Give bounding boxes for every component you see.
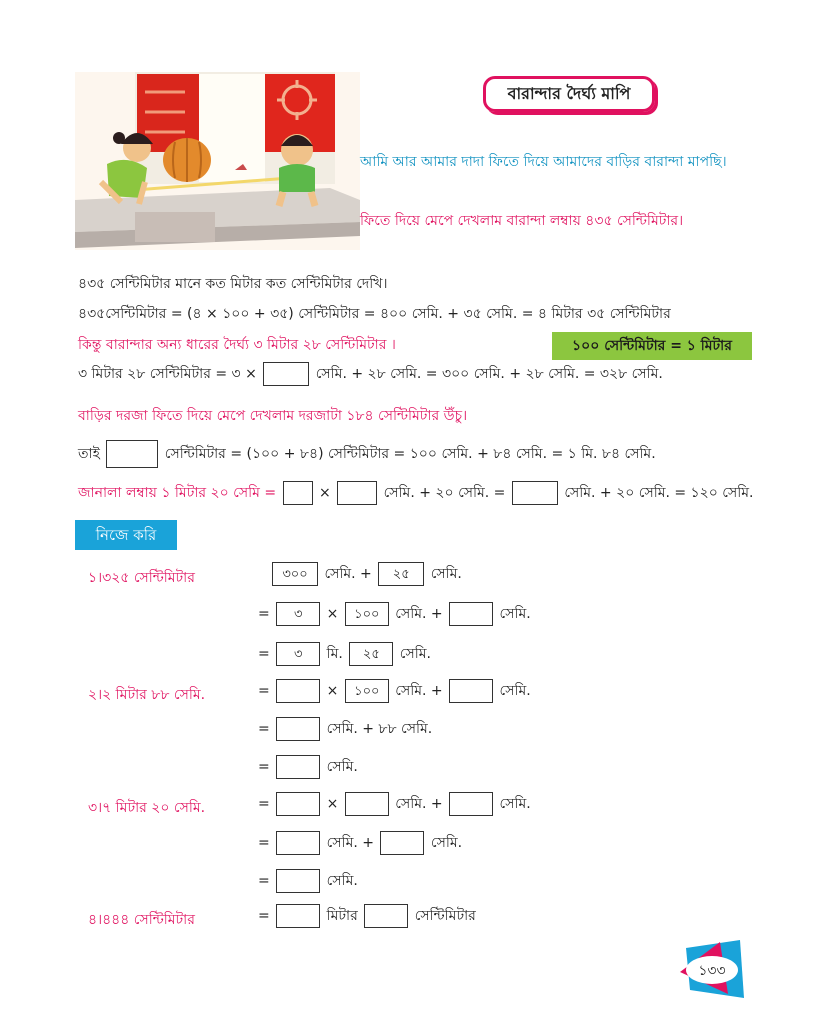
filled-box: ২৫ bbox=[349, 642, 393, 666]
body-line-1: ৪৩৫ সেন্টিমিটার মানে কত মিটার কত সেন্টিমিটার দেখি। bbox=[78, 276, 388, 292]
q1-label: ১।৩২৫ সেন্টিমিটার bbox=[88, 570, 195, 586]
answer-box[interactable] bbox=[449, 792, 493, 816]
answer-box[interactable] bbox=[380, 831, 424, 855]
answer-box[interactable] bbox=[276, 679, 320, 703]
answer-box[interactable] bbox=[106, 440, 158, 468]
answer-box[interactable] bbox=[337, 481, 377, 505]
filled-box: ৩ bbox=[276, 602, 320, 626]
equals-sign: = bbox=[258, 908, 270, 924]
line6-text-a: তাই bbox=[78, 446, 100, 462]
q2-label: ২।২ মিটার ৮৮ সেমি. bbox=[88, 687, 206, 703]
equals-sign: = bbox=[258, 796, 270, 812]
equals-sign: = bbox=[258, 683, 270, 699]
times-sign: × bbox=[326, 796, 339, 812]
equals-sign: = bbox=[258, 646, 270, 662]
q1-row-1 bbox=[270, 562, 462, 586]
q4-row-1 bbox=[258, 904, 476, 928]
q2-row-2 bbox=[258, 717, 432, 741]
intro-line-2: ফিতে দিয়ে মেপে দেখলাম বারান্দা লম্বায় ৪৩৫ সেন্টিমিটার। bbox=[360, 213, 684, 229]
times-sign: × bbox=[326, 683, 339, 699]
answer-box[interactable] bbox=[364, 904, 408, 928]
page-title: বারান্দার দৈর্ঘ্য মাপি bbox=[483, 76, 655, 112]
times-sign: × bbox=[326, 606, 339, 622]
body-line-5: বাড়ির দরজা ফিতে দিয়ে মেপে দেখলাম দরজাটা ১৮৪ সেন্টিমিটার উঁচু। bbox=[78, 408, 468, 424]
unit-text: সেমি. + ৮৮ সেমি. bbox=[326, 721, 433, 737]
unit-text: সেমি. + bbox=[395, 606, 443, 622]
answer-box[interactable] bbox=[263, 362, 309, 386]
q4-label: ৪।৪৪৪ সেন্টিমিটার bbox=[88, 912, 195, 928]
unit-text: সেমি. bbox=[499, 606, 531, 622]
q3-row-3 bbox=[258, 869, 358, 893]
page-number: ১৩৩ bbox=[698, 963, 726, 979]
line4-text-b: সেমি. + ২৮ সেমি. = ৩০০ সেমি. + ২৮ সেমি. = ৩২৮ সেমি. bbox=[315, 366, 663, 382]
filled-box: ১০০ bbox=[345, 679, 389, 703]
body-line-6 bbox=[78, 440, 656, 468]
answer-box[interactable] bbox=[276, 792, 320, 816]
line7-text-d: সেমি. + ২০ সেমি. = ১২০ সেমি. bbox=[564, 485, 754, 501]
conversion-rule-badge: ১০০ সেন্টিমিটার = ১ মিটার bbox=[552, 332, 752, 360]
q2-row-1 bbox=[258, 679, 531, 703]
filled-box: ২৫ bbox=[378, 562, 424, 586]
filled-box: ৩ bbox=[276, 642, 320, 666]
answer-box[interactable] bbox=[276, 869, 320, 893]
page-number-badge bbox=[676, 938, 750, 1000]
answer-box[interactable] bbox=[276, 831, 320, 855]
unit-text: সেমি. bbox=[326, 873, 358, 889]
body-line-2: ৪৩৫সেন্টিমিটার = (৪ × ১০০ + ৩৫) সেন্টিমিটার = ৪০০ সেমি. + ৩৫ সেমি. = ৪ মিটার ৩৫ সেন্টিমিটার bbox=[78, 306, 671, 322]
unit-text: সেমি. bbox=[326, 759, 358, 775]
q3-row-1 bbox=[258, 792, 531, 816]
answer-box[interactable] bbox=[276, 904, 320, 928]
answer-box[interactable] bbox=[276, 717, 320, 741]
unit-text: মিটার bbox=[326, 908, 358, 924]
unit-text: সেমি. bbox=[499, 683, 531, 699]
q1-row-2 bbox=[258, 602, 531, 626]
unit-text: সেমি. + bbox=[324, 566, 372, 582]
line4-text-a: ৩ মিটার ২৮ সেন্টিমিটার = ৩ × bbox=[78, 366, 257, 382]
q3-label: ৩।৭ মিটার ২০ সেমি. bbox=[88, 800, 206, 816]
equals-sign: = bbox=[258, 759, 270, 775]
answer-box[interactable] bbox=[345, 792, 389, 816]
q3-row-2 bbox=[258, 831, 462, 855]
q2-row-3 bbox=[258, 755, 358, 779]
unit-text: সেন্টিমিটার bbox=[414, 908, 476, 924]
unit-text: সেমি. bbox=[430, 566, 462, 582]
unit-text: সেমি. + bbox=[326, 835, 374, 851]
unit-text: সেমি. bbox=[399, 646, 431, 662]
body-line-3: কিন্তু বারান্দার অন্য ধারের দৈর্ঘ্য ৩ মিটার ২৮ সেন্টিমিটার । bbox=[78, 337, 396, 353]
q1-row-3 bbox=[258, 642, 431, 666]
unit-text: সেমি. bbox=[499, 796, 531, 812]
unit-text: সেমি. bbox=[430, 835, 463, 851]
unit-text: সেমি. + bbox=[395, 683, 443, 699]
equals-sign: = bbox=[258, 835, 270, 851]
line7-text-c: সেমি. + ২০ সেমি. = bbox=[383, 485, 506, 501]
body-line-7 bbox=[78, 481, 753, 505]
equals-sign: = bbox=[258, 721, 270, 737]
answer-box[interactable] bbox=[276, 755, 320, 779]
line7-text-a: জানালা লম্বায় ১ মিটার ২০ সেমি = bbox=[78, 485, 277, 501]
answer-box[interactable] bbox=[512, 481, 558, 505]
line7-times: × bbox=[318, 485, 331, 501]
verandah-illustration bbox=[75, 72, 360, 250]
unit-text: সেমি. + bbox=[395, 796, 443, 812]
exercise-heading: নিজে করি bbox=[75, 520, 177, 550]
intro-line-1: আমি আর আমার দাদা ফিতে দিয়ে আমাদের বাড়ির বারান্দা মাপছি। bbox=[360, 154, 727, 170]
filled-box: ১০০ bbox=[345, 602, 389, 626]
line6-text-b: সেন্টিমিটার = (১০০ + ৮৪) সেন্টিমিটার = ১০০ সেমি. + ৮৪ সেমি. = ১ মি. ৮৪ সেমি. bbox=[164, 446, 656, 462]
body-line-4 bbox=[78, 362, 663, 386]
equals-sign: = bbox=[258, 606, 270, 622]
answer-box[interactable] bbox=[449, 679, 493, 703]
answer-box[interactable] bbox=[283, 481, 313, 505]
equals-sign: = bbox=[258, 873, 270, 889]
filled-box: ৩০০ bbox=[272, 562, 318, 586]
answer-box[interactable] bbox=[449, 602, 493, 626]
page-number-shape bbox=[676, 938, 750, 1000]
unit-text: মি. bbox=[326, 646, 343, 662]
